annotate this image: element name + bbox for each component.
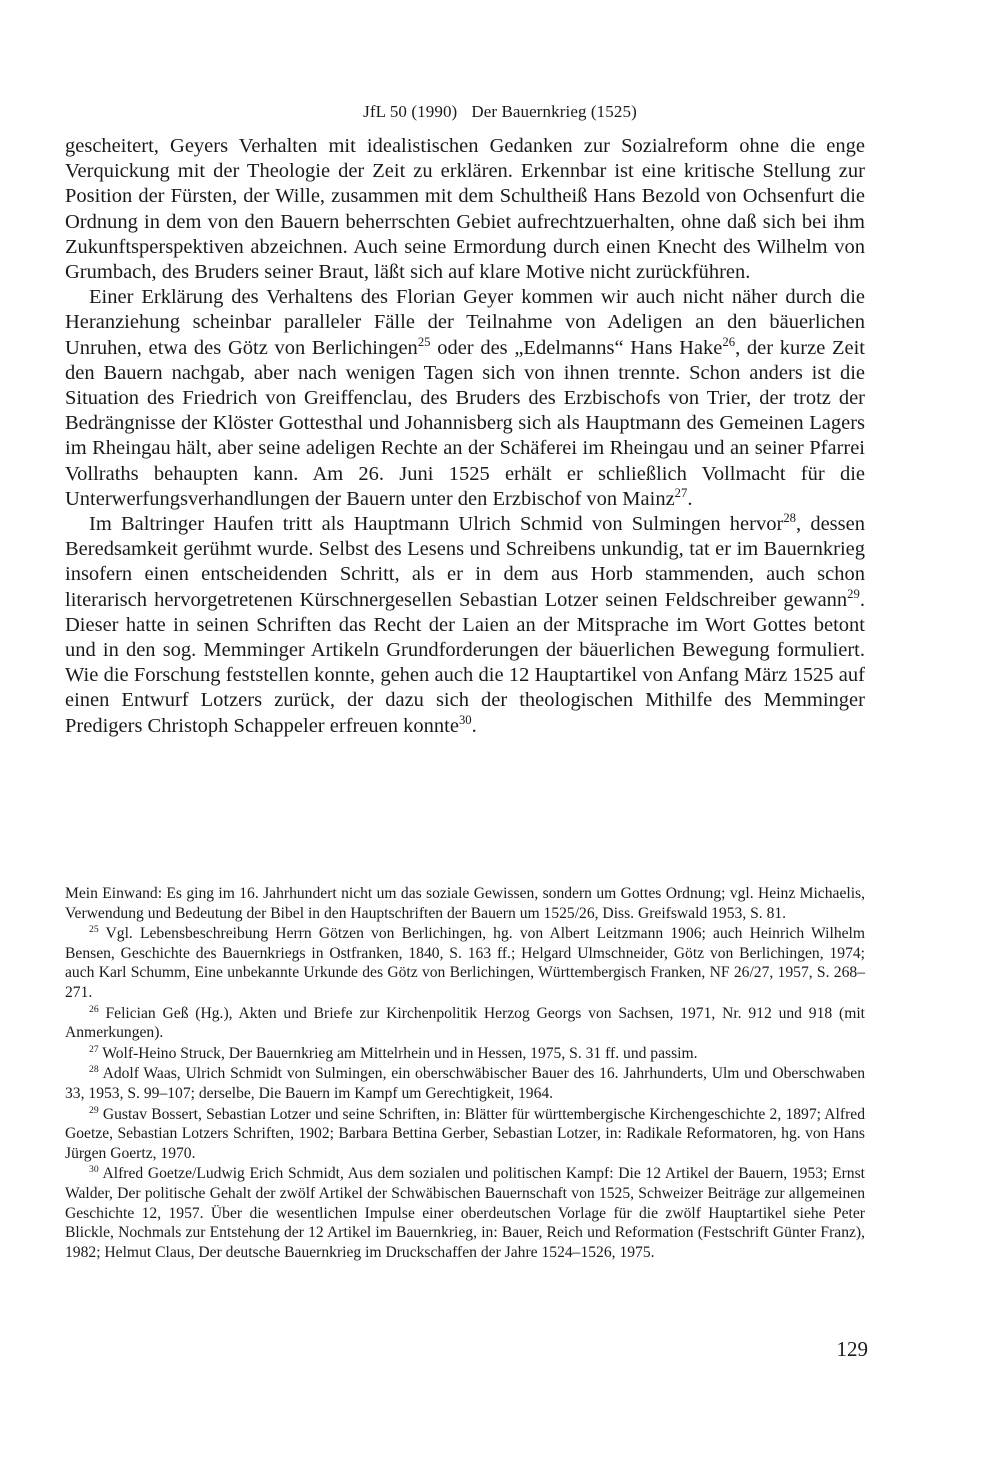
page-number: 129: [836, 1337, 868, 1361]
footnote-ref-30: 30: [458, 712, 472, 727]
footnote-30: [65, 1164, 865, 1262]
footnote-number: 25: [89, 924, 99, 935]
paragraph-1: gescheitert, Geyers Verhalten mit idealistischen Gedanken zur Sozialreform ohne die enge Verquickung mit der Theologie der Zeit zu erklären. Erkennbar ist eine kritische Stellung zur Position der Fürsten, der Wille, zusammen mit dem Schultheiß Hans Bezold von Ochsenfurt die Ordnung in dem von den Bauern beherrschten Gebiet aufrechtzuerhalten, ohne daß sich bei ihm Zukunftsperspektiven abzeichnen. Auch seine Ermordung durch einen Knecht des Wilhelm von Grumbach, des Bruders seiner Braut, läßt sich auf klare Motive nicht zurückführen.: [65, 135, 865, 284]
footnote-ref-25: 25: [417, 334, 431, 349]
text-run: , der kurze Zeit den Bauern nachgab, aber nach wenigen Tagen sich von ihnen trennte. Schon anders ist die Situation des Friedrich von Greiffenclau, des Bruders des Erzbischofs von Trier, der trotz der Bedrängnisse der Klöster Gottesthal und Johannisberg sich als Hauptmann des Gemeinen Lagers im Rheingau hält, aber seine adeligen Rechte an der Schäferei im Rheingau und an seiner Pfarrei Vollraths behaupten kann. Am 26. Juni 1525 erhält er schließlich Vollmacht für die Unterwerfungsverhandlungen der Bauern unter den Erzbischof von Mainz: [65, 336, 865, 510]
footnote-text: Adolf Waas, Ulrich Schmidt von Sulmingen, ein oberschwäbischer Bauer des 16. Jahrhunderts, Ulm und Oberschwaben 33, 1953, S. 99–107; derselbe, Die Bauern im Kampf um Gerechtigkeit, 1964.: [65, 1065, 865, 1102]
footnote-29: [65, 1105, 865, 1164]
footnote-text: Vgl. Lebensbeschreibung Herrn Götzen von Berlichingen, hg. von Albert Leitzmann 1906; auch Heinrich Wilhelm Bensen, Geschichte des Bauernkriegs in Ostfranken, 1840, S. 163 ff.; Helgard Ulmschneider, Götz von Berlichingen, 1974; auch Karl Schumm, Eine unbekannte Urkunde des Götz von Berlichingen, Württembergisch Franken, NF 26/27, 1957, S. 268–271.: [65, 925, 865, 1001]
footnote-ref-28: 28: [783, 511, 797, 526]
text-run: oder des „Edelmanns“ Hans Hake: [430, 336, 723, 359]
footnote-number: 26: [89, 1003, 99, 1015]
text-run: Im Baltringer Haufen tritt als Hauptmann Ulrich Schmid von Sulmingen hervor: [89, 513, 784, 536]
text-run: . Dieser hatte in seinen Schriften das Recht der Laien an der Mitsprache im Wort Gottes betont und in den sog. Memminger Artikeln Grundforderungen der bäuerlichen Bewegung formuliert. Wie die Forschung feststellen konnte, gehen auch die 12 Hauptartikel von Anfang März 1525 auf einen Entwurf Lotzers zurück, der dazu sich der theologischen Mithilfe des Memminger Predigers Christoph Schappeler erfreuen konnte: [65, 588, 865, 737]
paragraph-2: [65, 285, 865, 512]
running-head: [0, 100, 1000, 124]
footnote-text: Felician Geß (Hg.), Akten und Briefe zur Kirchenpolitik Herzog Georgs von Sachsen, 1971, Nr. 912 und 918 (mit Anmerkungen).: [65, 1004, 865, 1042]
text-run: .: [471, 714, 477, 737]
footnotes: [65, 884, 865, 1262]
text-run: Einer Erklärung des Verhaltens des Florian Geyer kommen wir auch nicht näher durch die Heranziehung scheinbar paralleler Fälle der Teilnahme von Adeligen an den bäuerlichen Unruhen, etwa des Götz von Berlichingen: [65, 286, 865, 359]
footnote-number: 28: [89, 1064, 99, 1076]
footnote-25: [65, 924, 865, 1002]
text-run: .: [687, 487, 693, 510]
main-text: [65, 134, 865, 739]
footnote-text: Gustav Bossert, Sebastian Lotzer und seine Schriften, in: Blätter für württembergische Kirchengeschichte 2, 1897; Alfred Goetze, Sebastian Lotzers Schriften, 1902; Barbara Bettina Gerber, Sebastian Lotzer, in: Radikale Reformatoren, hg. von Hans Jürgen Goertz, 1970.: [65, 1105, 865, 1162]
footnote-27: [65, 1044, 865, 1064]
footnote-number: 29: [89, 1104, 99, 1116]
text-run: , dessen Beredsamkeit gerühmt wurde. Selbst des Lesens und Schreibens unkundig, tat er im Bauernkrieg insofern einen entscheidenden Schritt, als er in dem aus Horb stammenden, auch schon literarisch hervorgetretenen Kürschnergesellen Sebastian Lotzer seinen Feldschreiber gewann: [65, 513, 865, 611]
footnote-26: [65, 1004, 865, 1043]
footnote-text: Alfred Goetze/Ludwig Erich Schmidt, Aus dem sozialen und politischen Kampf: Die 12 Artikel der Bauern, 1953; Ernst Walder, Der politische Gehalt der zwölf Artikel der Schwäbischen Bauernschaft von 1525, Schweizer Beiträge zur allgemeinen Geschichte 12, 1957. Über die wesentlichen Impulse einer oberdeutschen Vorlage für die zwölf Hauptartikel siehe Peter Blickle, Nochmals zur Entstehung der 12 Artikel im Bauernkrieg, in: Bauer, Reich und Reformation (Festschrift Günter Franz), 1982; Helmut Claus, Der deutsche Bauernkrieg im Druckschaffen der Jahre 1524–1526, 1975.: [65, 1165, 865, 1261]
footnote-28: [65, 1064, 865, 1103]
footnote-text: Wolf-Heino Struck, Der Bauernkrieg am Mittelrhein und in Hessen, 1975, S. 31 ff. und passim.: [98, 1044, 698, 1062]
running-title: Der Bauernkrieg (1525): [471, 102, 637, 121]
footnote-number: 30: [89, 1164, 99, 1176]
footnote-ref-27: 27: [674, 486, 688, 501]
footnote-ref-29: 29: [847, 586, 860, 601]
journal-reference: JfL 50 (1990): [363, 102, 458, 121]
paragraph-3: [65, 512, 865, 739]
footnote-ref-26: 26: [722, 334, 736, 349]
footnote-continued: Mein Einwand: Es ging im 16. Jahrhundert nicht um das soziale Gewissen, sondern um Gottes Ordnung; vgl. Heinz Michaelis, Verwendung und Bedeutung der Bibel in den Hauptschriften der Bauern um 1525/26, Diss. Greifswald 1953, S. 81.: [65, 885, 865, 922]
footnote-number: 27: [89, 1043, 99, 1055]
